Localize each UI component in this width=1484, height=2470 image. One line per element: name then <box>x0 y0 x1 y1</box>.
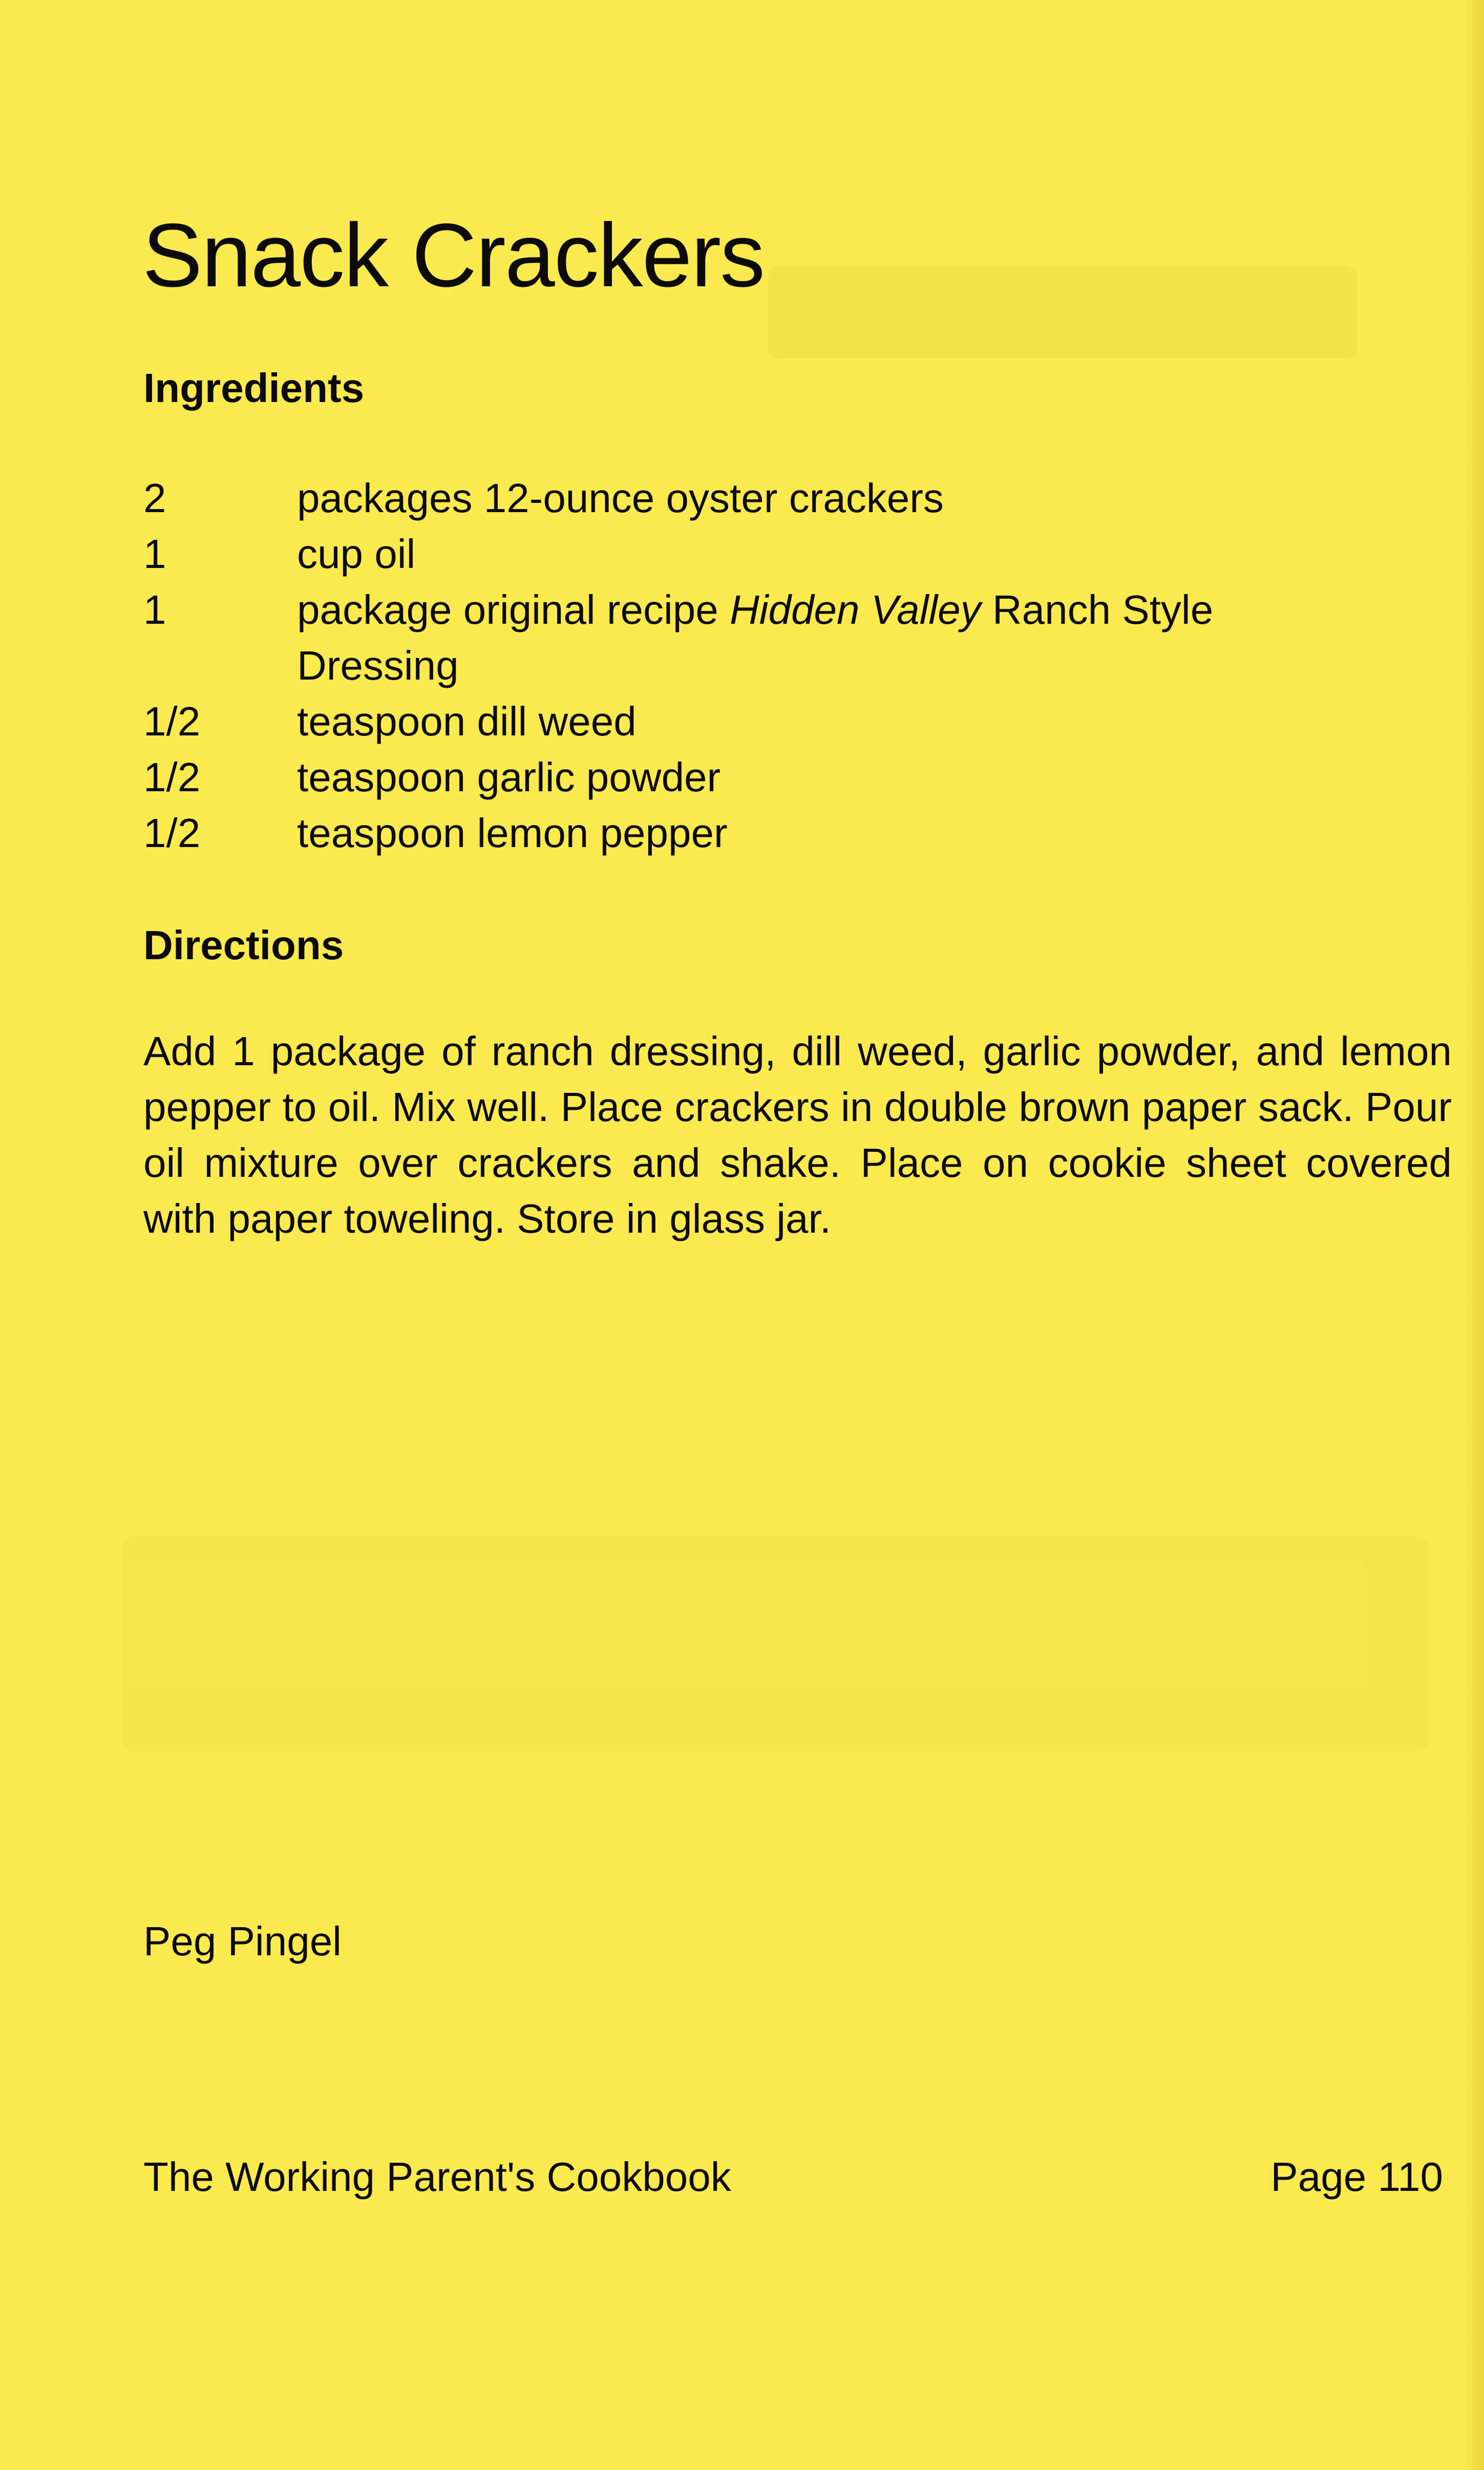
ingredient-row <box>143 526 1454 582</box>
ingredient-item: cup oil <box>297 531 416 577</box>
ingredient-row <box>143 470 1454 526</box>
ingredient-item: Dressing <box>297 643 459 688</box>
ingredient-quantity: 1 <box>143 587 166 632</box>
page-number: Page 110 <box>1270 2154 1443 2200</box>
ingredient-row <box>143 749 1454 805</box>
recipe-author: Peg Pingel <box>143 1918 342 1964</box>
ingredient-row <box>143 638 1454 693</box>
ingredient-item <box>297 582 1454 638</box>
ingredient-item-prefix: package original recipe <box>297 587 730 632</box>
ingredient-item: teaspoon lemon pepper <box>297 810 728 856</box>
ingredient-item: teaspoon garlic powder <box>297 754 721 800</box>
bleed-through-shadow <box>768 266 1357 358</box>
ingredient-row <box>143 693 1454 749</box>
ingredient-quantity: 1 <box>143 531 166 577</box>
ingredients-heading: Ingredients <box>143 365 365 411</box>
ingredient-quantity: 1/2 <box>143 810 201 856</box>
brand-name: Hidden Valley <box>729 587 981 632</box>
directions-text: Add 1 package of ranch dressing, dill weed, garlic powder, and lemon pepper to oil. Mix well. Place crackers in double brown paper sack. Pour oil mixture over crackers and shake. Place on cookie sheet covered with paper toweling. Store in glass jar. <box>143 1028 1452 1241</box>
ingredient-item: packages 12-ounce oyster crackers <box>297 475 944 521</box>
ingredient-quantity: 1/2 <box>143 699 201 744</box>
ingredient-item: teaspoon dill weed <box>297 699 637 744</box>
ingredient-row <box>143 805 1454 861</box>
book-title: The Working Parent's Cookbook <box>143 2154 731 2200</box>
directions-heading: Directions <box>143 922 344 968</box>
ingredient-row <box>143 582 1454 638</box>
ingredients-list <box>143 470 1454 861</box>
ingredient-quantity: 1/2 <box>143 754 201 800</box>
ingredient-quantity <box>143 638 297 693</box>
ingredient-quantity: 2 <box>143 475 166 521</box>
recipe-title: Snack Crackers <box>142 205 765 306</box>
ingredient-item-suffix: Ranch Style <box>981 587 1214 632</box>
bleed-through-shadow-2 <box>123 1536 1429 1751</box>
page-edge-shadow <box>1464 0 1484 2470</box>
